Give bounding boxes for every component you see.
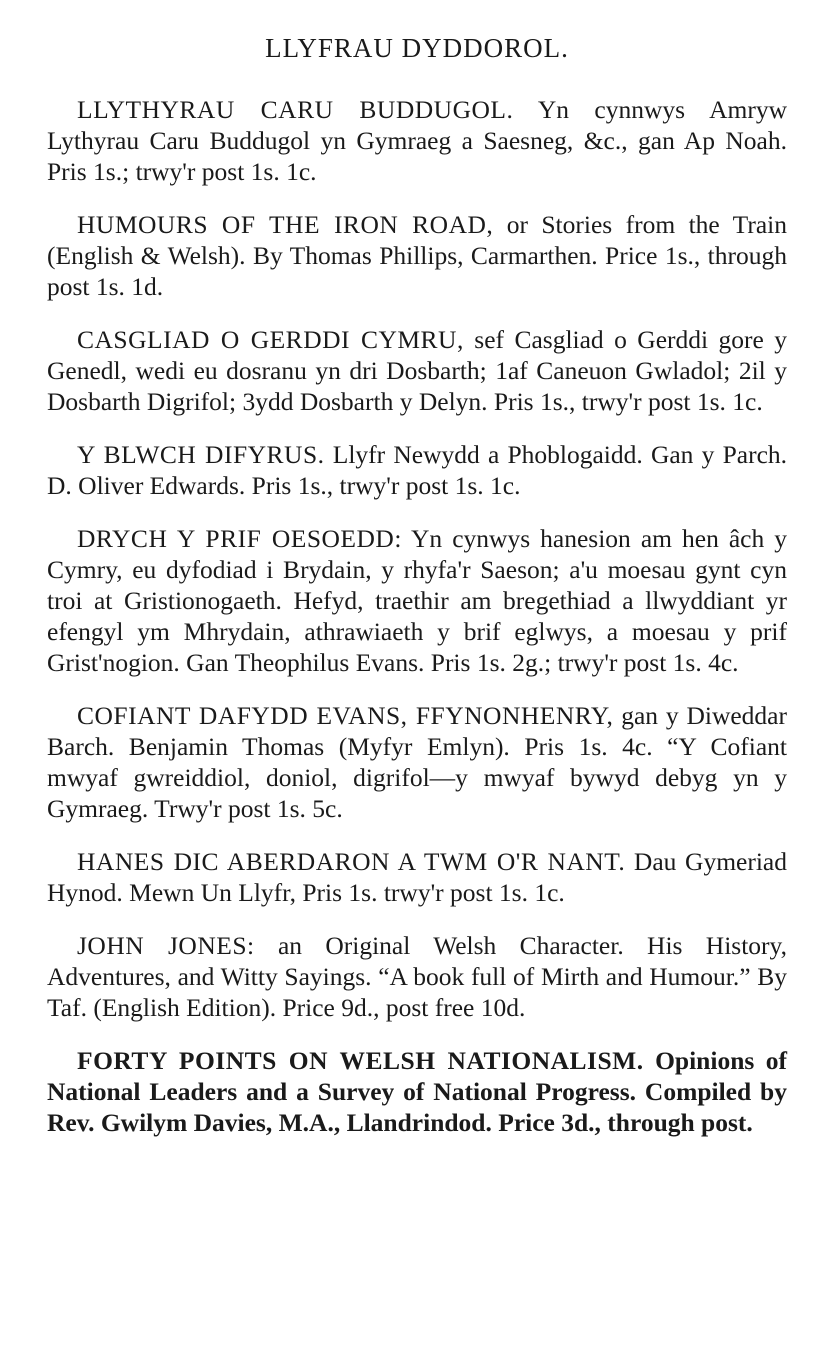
entry-body: gan y Diweddar Barch. Benjamin Thomas (Myfyr Emlyn). Pris 1s. 4c. “Y Cofiant mwyaf gwreiddiol, doniol, digrifol—y mwyaf bywyd debyg yn y Gymraeg. Trwy'r post 1s. 5c. xyxy=(47,701,787,823)
entry-body: Dau Gymeriad Hynod. Mewn Un Llyfr, Pris 1s. trwy'r post 1s. 1c. xyxy=(47,847,788,907)
entry-body: Llyfr Newydd a Phoblogaidd. Gan y Parch. D. Oliver Edwards. Pris 1s., trwy'r post 1s. 1c. xyxy=(47,440,788,500)
book-entry xyxy=(47,209,787,302)
entry-heading: DRYCH Y PRIF OESOEDD: xyxy=(77,524,402,553)
entry-heading: HUMOURS OF THE IRON ROAD, xyxy=(77,210,494,239)
entry-heading: LLYTHYRAU CARU BUDDUGOL. xyxy=(77,95,514,124)
book-entry xyxy=(47,523,787,678)
entry-heading: Y BLWCH DIFYRUS. xyxy=(77,440,325,469)
entry-heading: FORTY POINTS ON WELSH NATIONALISM. xyxy=(77,1046,644,1075)
book-entry xyxy=(47,439,787,501)
entry-body: an Original Welsh Character. His History, Adventures, and Witty Sayings. “A book full of Mirth and Humour.” By Taf. (English Edition). Price 9d., post free 10d. xyxy=(47,931,788,1022)
entry-heading: CASGLIAD O GERDDI CYMRU, xyxy=(77,325,464,354)
entry-heading: HANES DIC ABERDARON A TWM O'R NANT. xyxy=(77,847,626,876)
book-entry xyxy=(47,846,787,908)
page-title: LLYFRAU DYDDOROL. xyxy=(265,33,569,63)
book-entry xyxy=(47,324,787,417)
entry-heading: COFIANT DAFYDD EVANS, FFYNONHENRY, xyxy=(77,701,614,730)
book-entry xyxy=(47,700,787,824)
entry-heading: JOHN JONES: xyxy=(77,931,255,960)
entry-body: Yn cynnwys Amryw Lythyrau Caru Buddugol yn Gymraeg a Saesneg, &c., gan Ap Noah. Pris 1s.; trwy'r post 1s. 1c. xyxy=(47,95,788,186)
entry-body: sef Casgliad o Gerddi gore y Genedl, wedi eu dosranu yn dri Dosbarth; 1af Caneuon Gwladol; 2il y Dosbarth Digrifol; 3ydd Dosbarth y Delyn. Pris 1s., trwy'r post 1s. 1c. xyxy=(47,325,788,416)
book-entry xyxy=(47,94,787,187)
entry-body: or Stories from the Train (English & Welsh). By Thomas Phillips, Carmarthen. Price 1s., through post 1s. 1d. xyxy=(47,210,787,301)
entry-body: Yn cynwys hanesion am hen âch y Cymry, eu dyfodiad i Brydain, y rhyfa'r Saeson; a'u moesau gynt cyn troi at Gristionogaeth. Hefyd, traethir am bregethiad a llwyddiant yr efengyl ym Mhrydain, athrawiaeth y brif eglwys, a moesau y prif Grist'nogion. Gan Theophilus Evans. Pris 1s. 2g.; trwy'r post 1s. 4c. xyxy=(47,524,788,677)
document-page xyxy=(47,28,787,1160)
book-entry xyxy=(47,1045,787,1138)
entry-body: Opinions of National Leaders and a Survey of National Progress. Compiled by Rev. Gwilym Davies, M.A., Llandrindod. Price 3d., through post. xyxy=(47,1046,788,1137)
book-entry xyxy=(47,930,787,1023)
